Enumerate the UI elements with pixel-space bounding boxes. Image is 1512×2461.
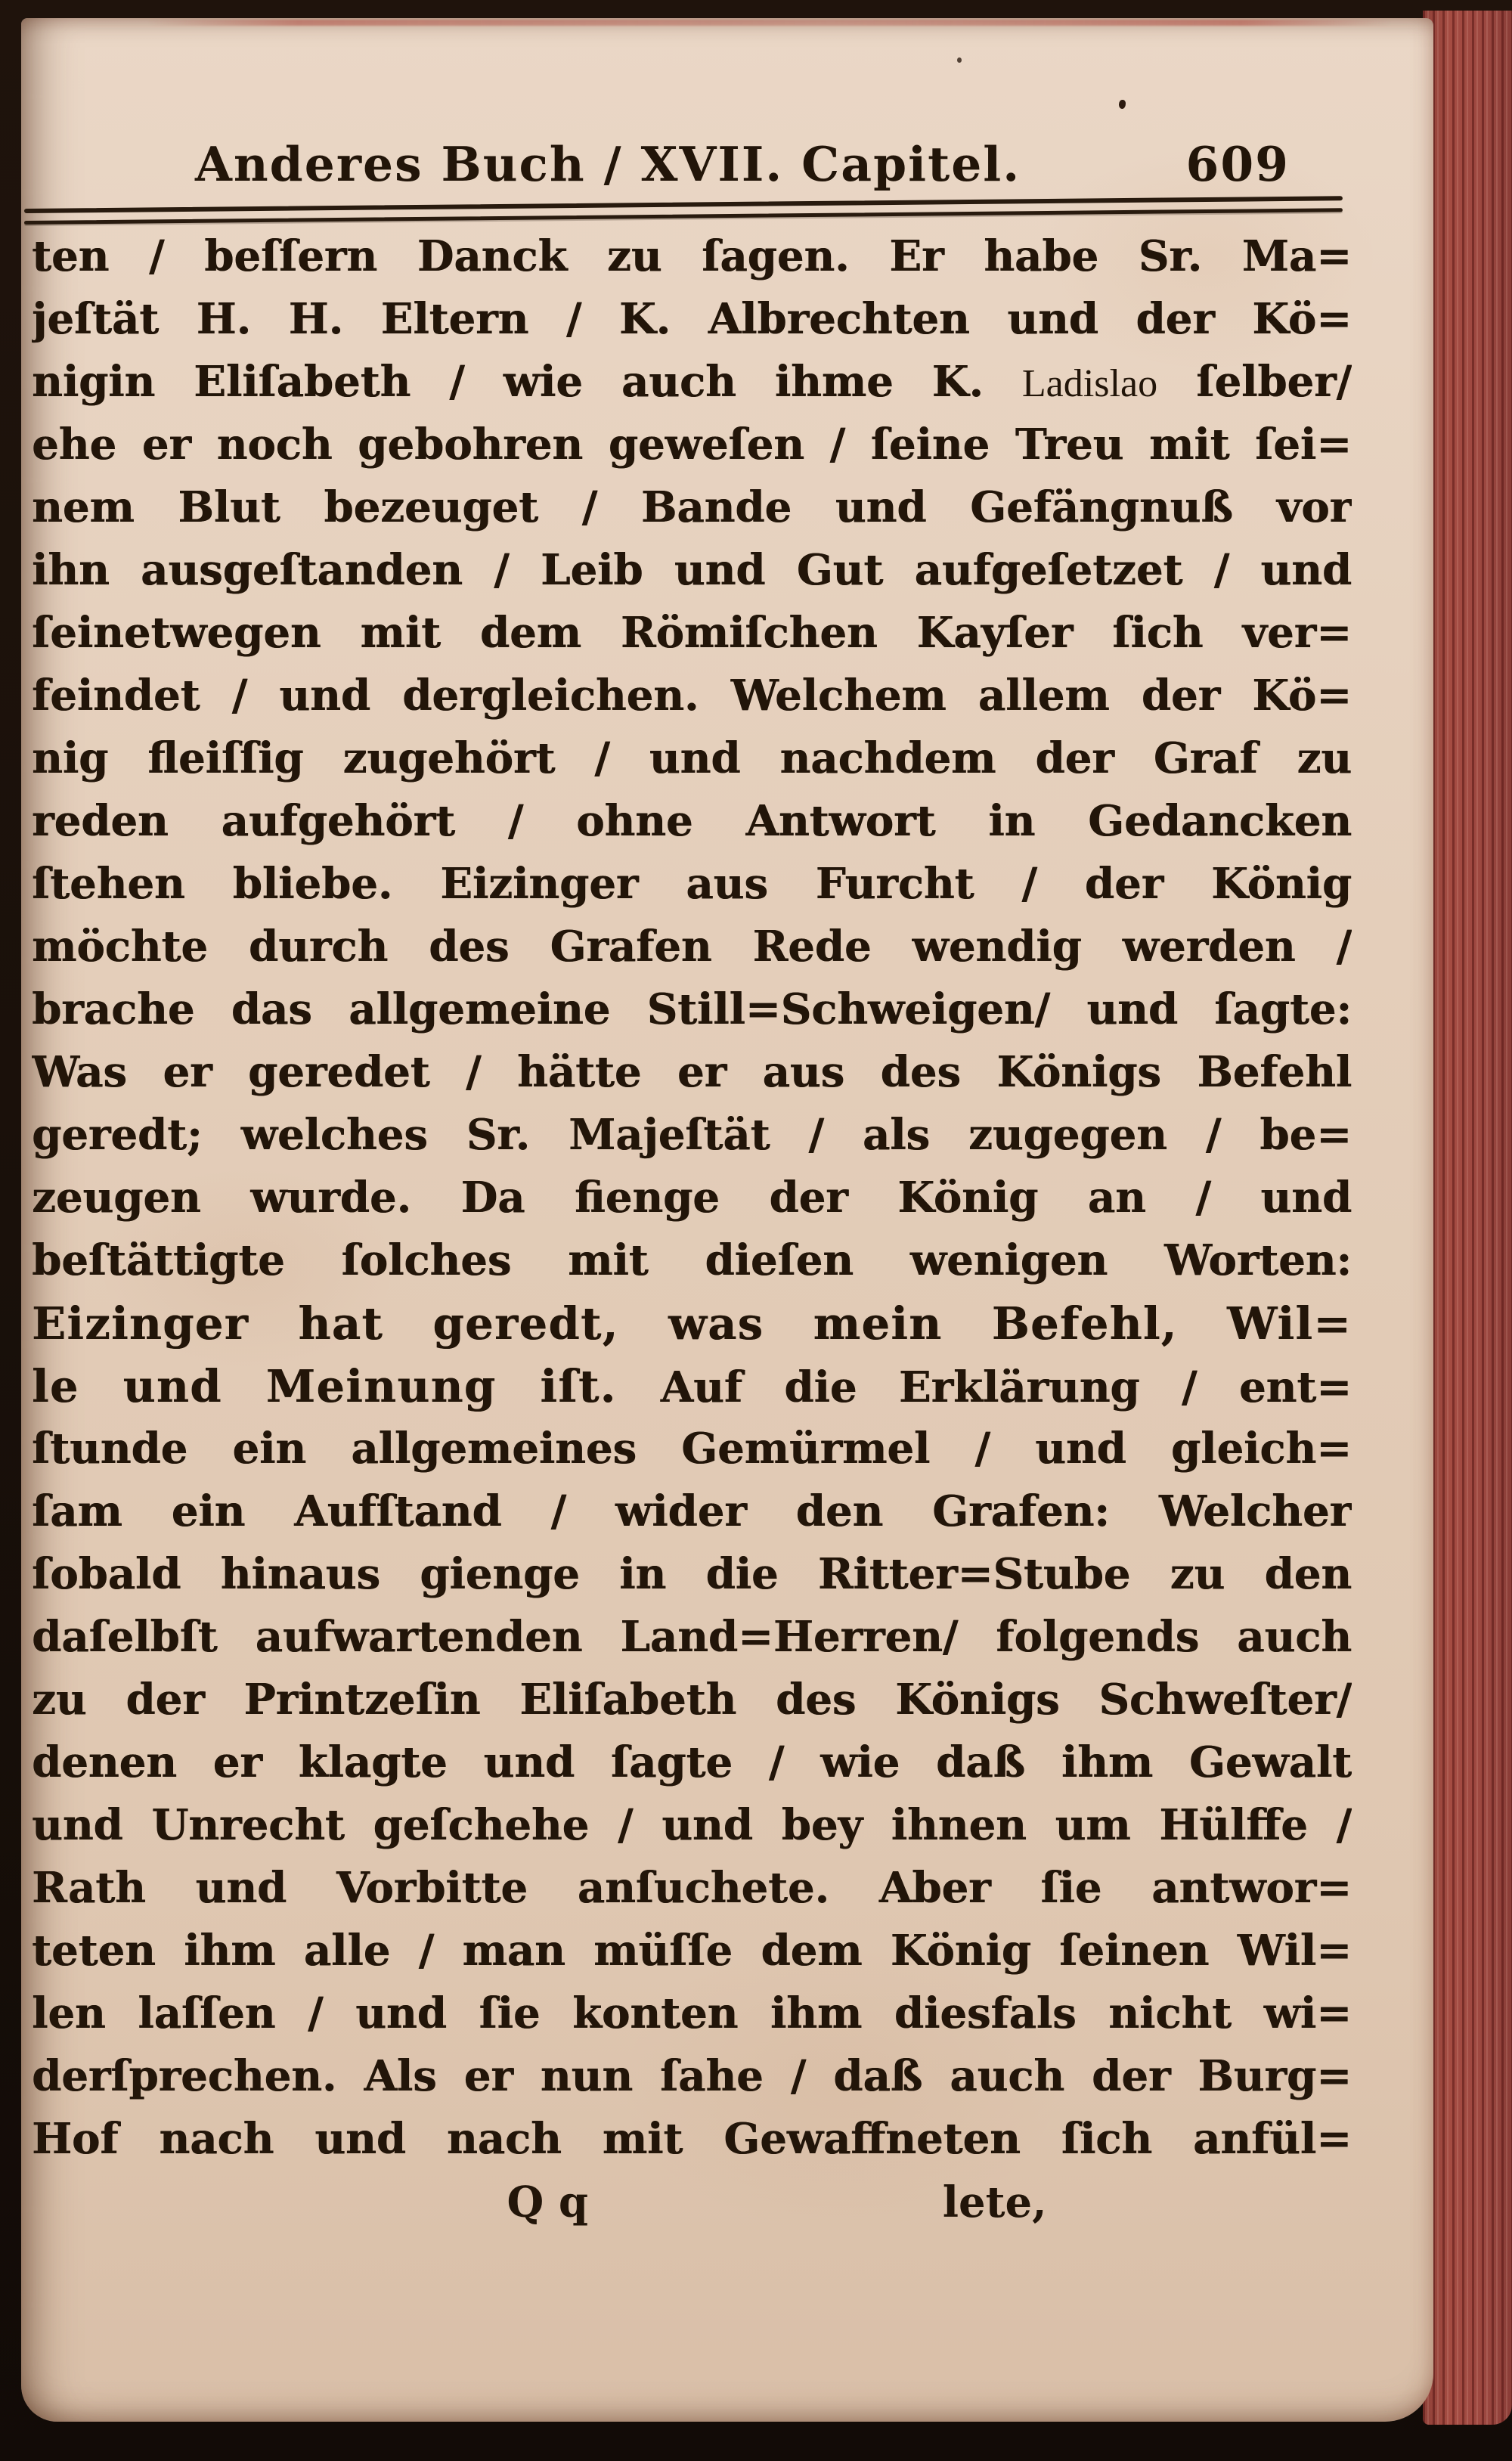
text-segment: ſeinetwegen mit dem Römiſchen Kayſer ſich ver= (32, 608, 1352, 658)
text-line (32, 1731, 1352, 1794)
ink-speck (1119, 100, 1126, 109)
text-segment: zeugen wurde. Da fienge der König an / und (32, 1173, 1352, 1223)
red-fore-edge (1423, 11, 1512, 2425)
text-line (32, 1543, 1352, 1606)
text-line (32, 225, 1352, 288)
text-line (32, 853, 1352, 916)
text-line (32, 1292, 1352, 1355)
text-line (32, 602, 1352, 665)
text-line (32, 1041, 1352, 1104)
text-segment: denen er klagte und ſagte / wie daß ihm Gewalt (32, 1737, 1352, 1787)
text-line (32, 476, 1352, 539)
text-segment: ſam ein Aufſtand / wider den Grafen: Welcher (32, 1486, 1352, 1536)
text-line (32, 1920, 1352, 1982)
text-segment: nig fleiſſig zugehört / und nachdem der Graf zu (32, 733, 1352, 783)
text-segment: ſtehen bliebe. Eizinger aus Furcht / der König (32, 859, 1352, 909)
text-segment: Hof nach und nach mit Gewaffneten ſich anfül= (32, 2114, 1352, 2164)
text-segment: derſprechen. Als er nun ſahe / daß auch der Burg= (32, 2051, 1352, 2101)
text-segment: ehe er noch gebohren geweſen / ſeine Treu mit ſei= (32, 420, 1352, 470)
text-line (32, 2108, 1352, 2171)
text-segment: zu der Printzeſin Eliſabeth des Königs Schweſter/ (32, 1675, 1352, 1725)
text-segment: nem Blut bezeuget / Bande und Gefängnuß vor (32, 482, 1352, 532)
text-segment: ſtunde ein allgemeines Gemürmel / und gleich= (32, 1424, 1352, 1474)
catchword: lete, (942, 2177, 1047, 2227)
text-segment: reden aufgehört / ohne Antwort in Gedancken (32, 796, 1352, 846)
text-line (32, 288, 1352, 351)
text-segment: ihn ausgeſtanden / Leib und Gut aufgeſetzet / und (32, 545, 1352, 595)
text-segment: daſelbſt aufwartenden Land=Herren/ folgends auch (32, 1612, 1352, 1662)
text-line (32, 1480, 1352, 1543)
text-line (32, 1104, 1352, 1167)
ink-speck-small (957, 57, 962, 63)
text-segment: geredt; welches Sr. Majeſtät / als zugegen / be= (32, 1110, 1352, 1160)
text-line (32, 2045, 1352, 2108)
text-segment: möchte durch des Grafen Rede wendig werden / (32, 922, 1352, 972)
page-number: 609 (1185, 136, 1290, 192)
text-line (32, 916, 1352, 978)
text-line (32, 1669, 1352, 1731)
text-line (32, 1982, 1352, 2045)
running-title: Anderes Buch / XVII. Capitel. (195, 136, 1021, 192)
text-segment: le und Meinung iſt. (32, 1360, 661, 1412)
text-segment: ſobald hinaus gienge in die Ritter=Stube zu den (32, 1549, 1352, 1599)
text-segment: Eizinger hat geredt, was mein Befehl, Wil= (32, 1297, 1352, 1350)
text-line (32, 351, 1352, 414)
text-segment: brache das allgemeine Still=Schweigen/ und ſagte: (32, 984, 1352, 1034)
text-line (32, 727, 1352, 790)
text-line (32, 1229, 1352, 1292)
text-block (32, 225, 1352, 2171)
text-line (32, 1857, 1352, 1920)
red-top-edge (148, 20, 1391, 26)
text-segment: ten / beſſern Danck zu ſagen. Er habe Sr. Ma= (32, 231, 1352, 281)
text-segment: Ladislao (1021, 362, 1158, 405)
text-line (32, 1794, 1352, 1857)
text-segment: und Unrecht geſchehe / und bey ihnen um Hülffe / (32, 1800, 1352, 1850)
text-line (32, 1167, 1352, 1229)
signature-mark: Q q (507, 2177, 588, 2227)
text-segment: len laſſen / und ſie konten ihm diesfals nicht wi= (32, 1988, 1352, 2038)
text-line (32, 539, 1352, 602)
text-segment: beſtättigte ſolches mit dieſen wenigen Worten: (32, 1235, 1352, 1285)
text-line (32, 1606, 1352, 1669)
text-segment: feindet / und dergleichen. Welchem allem der Kö= (32, 671, 1352, 721)
text-segment: Rath und Vorbitte anſuchete. Aber ſie antwor= (32, 1863, 1352, 1913)
page-footer (32, 2177, 1352, 2249)
text-segment: Was er geredet / hätte er aus des Königs Befehl (32, 1047, 1352, 1097)
text-segment: nigin Eliſabeth / wie auch ihme K. (32, 357, 1022, 407)
text-segment: ſelber/ (1157, 357, 1352, 407)
page-paper (21, 18, 1433, 2422)
text-line (32, 790, 1352, 853)
text-line (32, 414, 1352, 476)
text-line (32, 978, 1352, 1041)
page-header (195, 136, 1290, 201)
text-line (32, 665, 1352, 727)
text-segment: jeſtät H. H. Eltern / K. Albrechten und der Kö= (32, 294, 1352, 344)
text-line (32, 1418, 1352, 1480)
text-segment: teten ihm alle / man müſſe dem König ſeinen Wil= (32, 1926, 1352, 1976)
text-segment: Auf die Erklärung / ent= (660, 1362, 1352, 1412)
text-line (32, 1355, 1352, 1418)
